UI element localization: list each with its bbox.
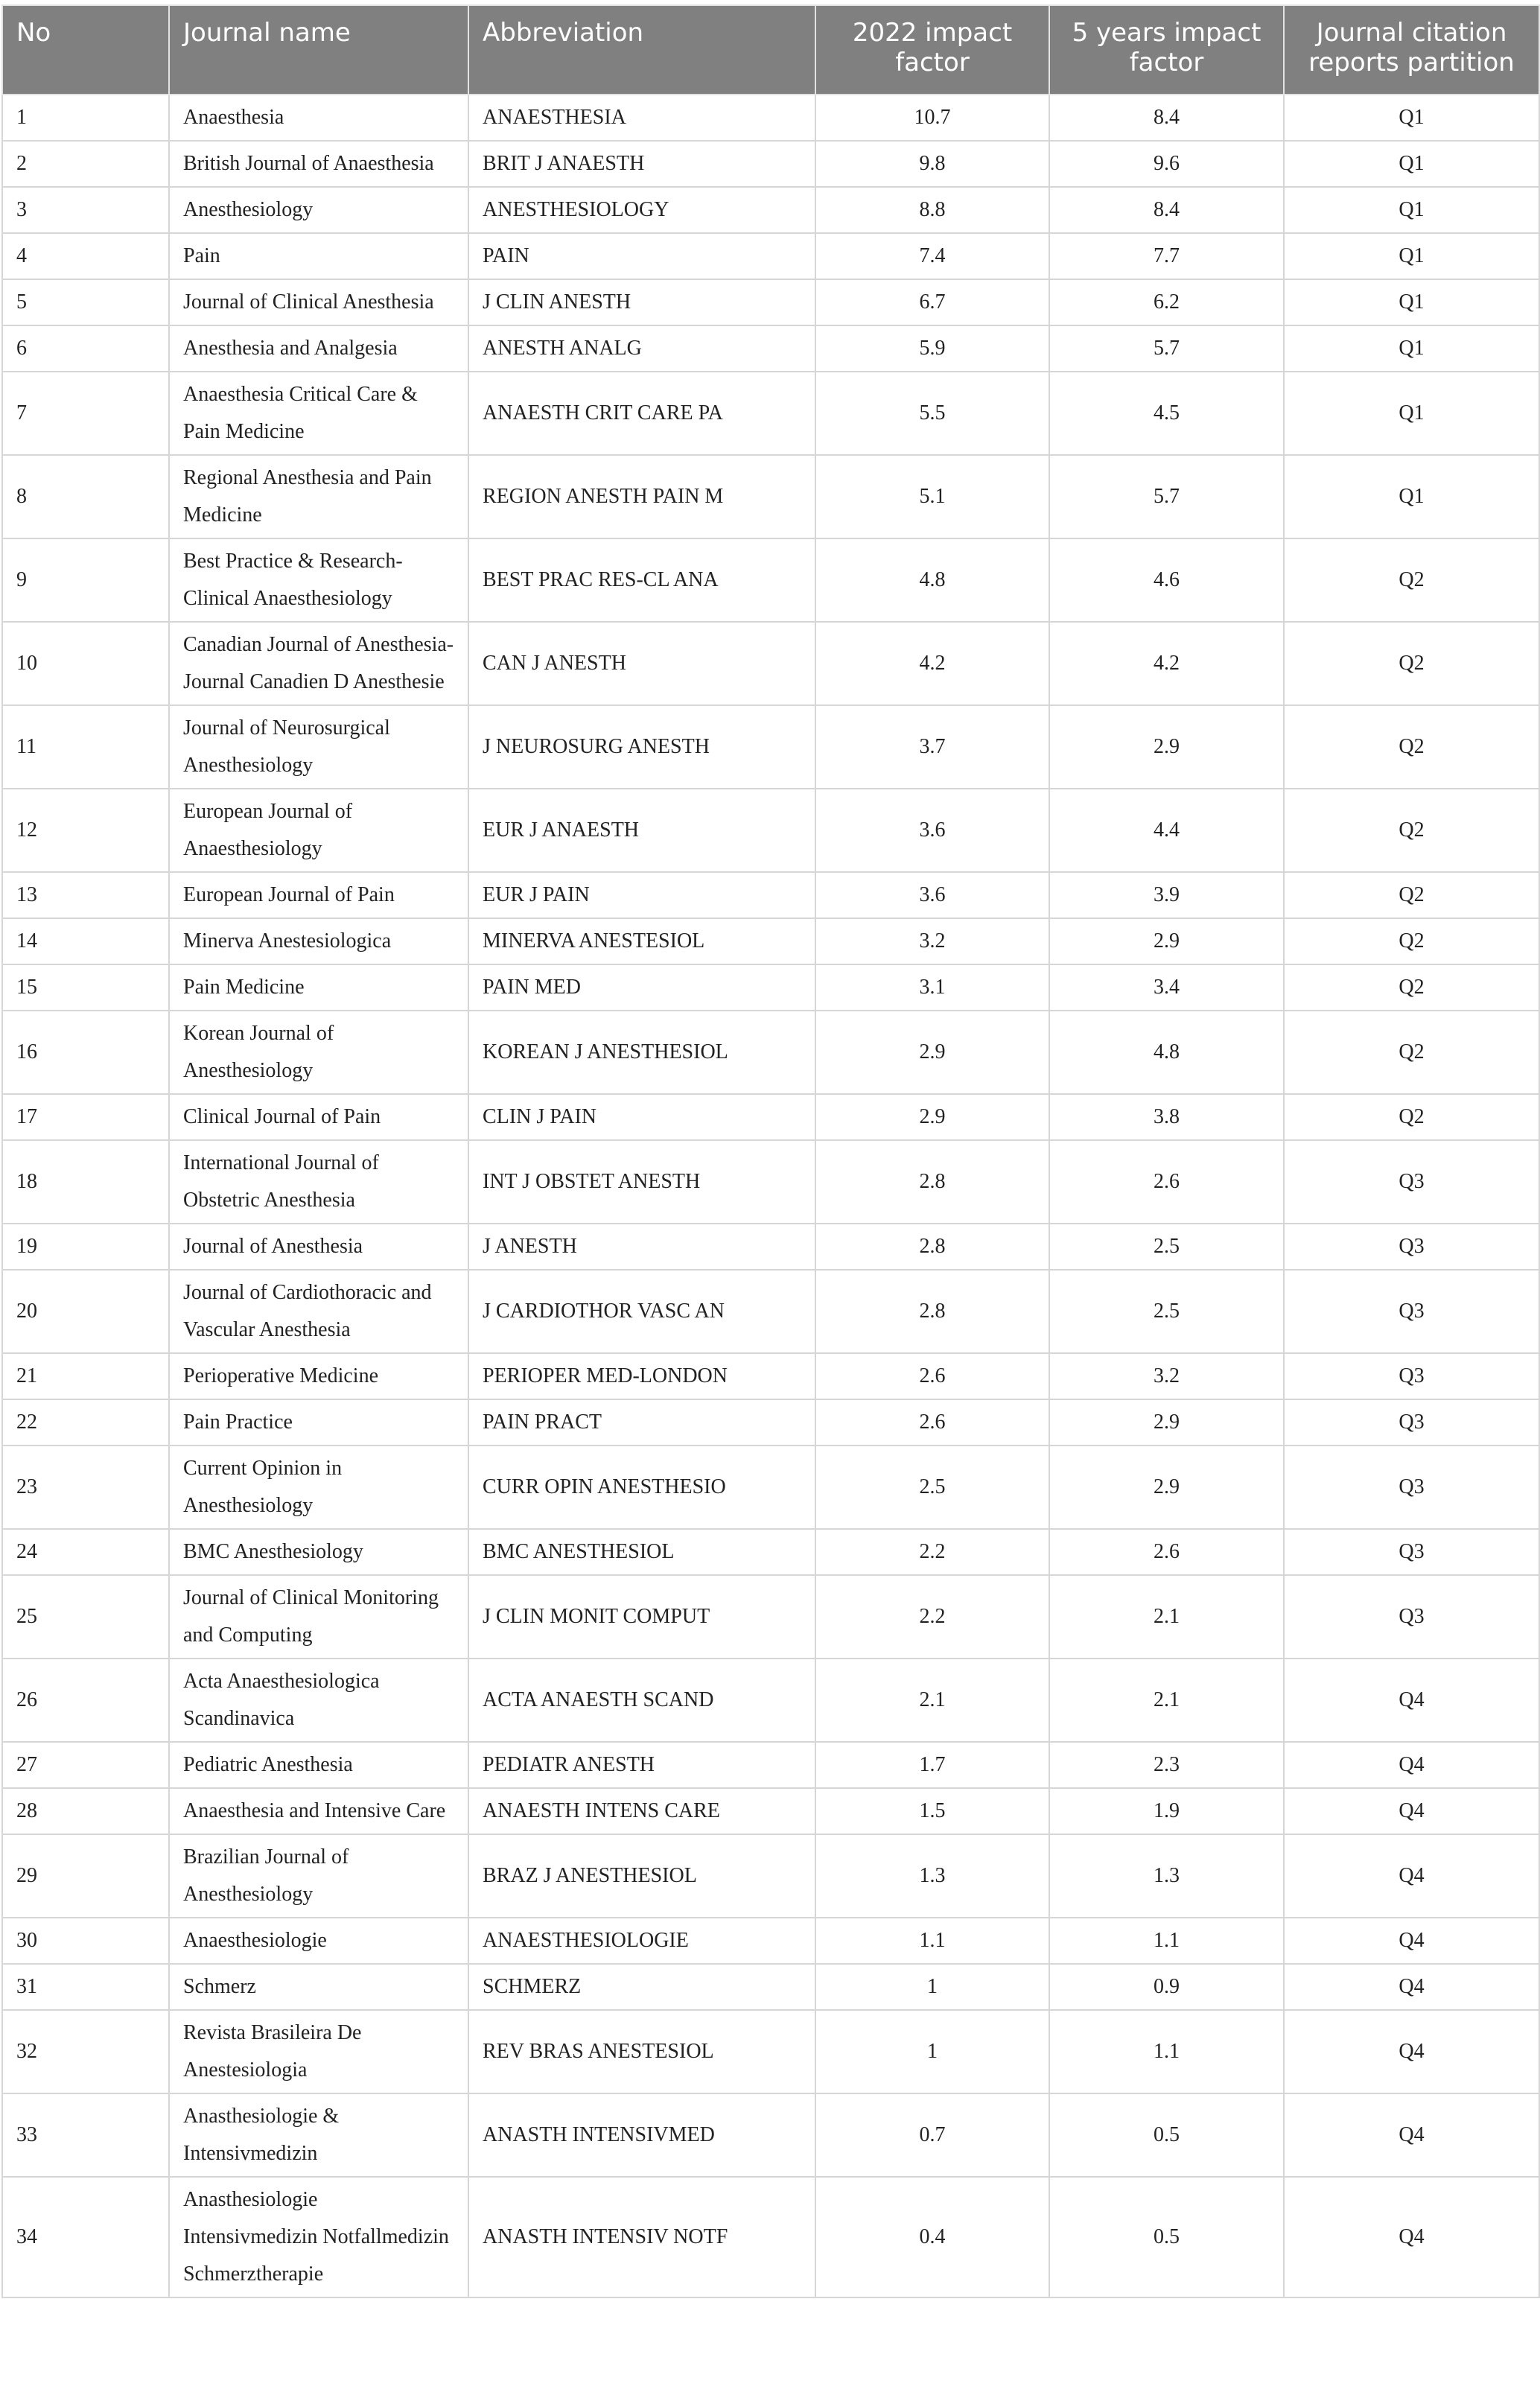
cell-no: 26 (2, 1659, 169, 1742)
cell-abbreviation: KOREAN J ANESTHESIOL (468, 1011, 815, 1094)
cell-journal-name: Anaesthesiologie (169, 1918, 468, 1964)
table-row (2, 1011, 1539, 1094)
cell-journal-name: Korean Journal of Anesthesiology (169, 1011, 468, 1094)
cell-partition: Q4 (1284, 2093, 1539, 2177)
cell-journal-name: Minerva Anestesiologica (169, 918, 468, 964)
cell-journal-name: Anaesthesia (169, 95, 468, 141)
cell-abbreviation: ANASTH INTENSIV NOTF (468, 2177, 815, 2297)
cell-5-years-impact-factor: 2.9 (1049, 918, 1284, 964)
cell-2022-impact-factor: 1.3 (815, 1834, 1049, 1918)
cell-2022-impact-factor: 7.4 (815, 233, 1049, 279)
cell-abbreviation: ACTA ANAESTH SCAND (468, 1659, 815, 1742)
cell-5-years-impact-factor: 8.4 (1049, 187, 1284, 233)
cell-5-years-impact-factor: 2.9 (1049, 705, 1284, 789)
cell-2022-impact-factor: 2.1 (815, 1659, 1049, 1742)
table-row (2, 1529, 1539, 1575)
journal-table (1, 4, 1540, 2298)
cell-no: 4 (2, 233, 169, 279)
cell-no: 11 (2, 705, 169, 789)
table-row (2, 622, 1539, 705)
cell-5-years-impact-factor: 3.8 (1049, 1094, 1284, 1140)
cell-5-years-impact-factor: 0.5 (1049, 2177, 1284, 2297)
cell-2022-impact-factor: 1 (815, 2010, 1049, 2093)
header-2022-impact-factor: 2022 impact factor (815, 5, 1049, 95)
cell-abbreviation: PAIN (468, 233, 815, 279)
cell-5-years-impact-factor: 2.6 (1049, 1529, 1284, 1575)
cell-5-years-impact-factor: 2.9 (1049, 1446, 1284, 1529)
cell-no: 5 (2, 279, 169, 325)
table-row (2, 1742, 1539, 1788)
table-row (2, 705, 1539, 789)
cell-2022-impact-factor: 3.2 (815, 918, 1049, 964)
cell-2022-impact-factor: 2.8 (815, 1140, 1049, 1224)
cell-2022-impact-factor: 3.1 (815, 964, 1049, 1011)
cell-5-years-impact-factor: 2.6 (1049, 1140, 1284, 1224)
cell-partition: Q4 (1284, 2177, 1539, 2297)
cell-5-years-impact-factor: 3.2 (1049, 1353, 1284, 1399)
cell-no: 25 (2, 1575, 169, 1659)
cell-journal-name: British Journal of Anaesthesia (169, 141, 468, 187)
cell-2022-impact-factor: 1.1 (815, 1918, 1049, 1964)
cell-2022-impact-factor: 2.2 (815, 1529, 1049, 1575)
cell-partition: Q4 (1284, 2010, 1539, 2093)
cell-no: 8 (2, 455, 169, 538)
cell-2022-impact-factor: 2.8 (815, 1270, 1049, 1353)
cell-5-years-impact-factor: 2.3 (1049, 1742, 1284, 1788)
cell-partition: Q3 (1284, 1399, 1539, 1446)
cell-journal-name: Anasthesiologie & Intensivmedizin (169, 2093, 468, 2177)
cell-no: 16 (2, 1011, 169, 1094)
cell-journal-name: Current Opinion in Anesthesiology (169, 1446, 468, 1529)
cell-5-years-impact-factor: 1.3 (1049, 1834, 1284, 1918)
cell-abbreviation: ANAESTHESIA (468, 95, 815, 141)
cell-partition: Q4 (1284, 1742, 1539, 1788)
cell-journal-name: Brazilian Journal of Anesthesiology (169, 1834, 468, 1918)
cell-abbreviation: ANASTH INTENSIVMED (468, 2093, 815, 2177)
cell-partition: Q3 (1284, 1529, 1539, 1575)
cell-2022-impact-factor: 5.5 (815, 372, 1049, 455)
header-jcr-partition: Journal citation reports partition (1284, 5, 1539, 95)
cell-2022-impact-factor: 2.9 (815, 1094, 1049, 1140)
cell-no: 31 (2, 1964, 169, 2010)
cell-journal-name: European Journal of Pain (169, 872, 468, 918)
header-5-years-impact-factor: 5 years impact factor (1049, 5, 1284, 95)
cell-no: 21 (2, 1353, 169, 1399)
cell-journal-name: Pain Practice (169, 1399, 468, 1446)
cell-abbreviation: PERIOPER MED-LONDON (468, 1353, 815, 1399)
cell-2022-impact-factor: 2.6 (815, 1353, 1049, 1399)
table-row (2, 1094, 1539, 1140)
cell-partition: Q2 (1284, 538, 1539, 622)
cell-2022-impact-factor: 2.9 (815, 1011, 1049, 1094)
cell-abbreviation: BRIT J ANAESTH (468, 141, 815, 187)
cell-2022-impact-factor: 2.6 (815, 1399, 1049, 1446)
cell-partition: Q3 (1284, 1270, 1539, 1353)
cell-partition: Q4 (1284, 1659, 1539, 1742)
table-row (2, 325, 1539, 372)
table-row (2, 1140, 1539, 1224)
cell-5-years-impact-factor: 8.4 (1049, 95, 1284, 141)
table-header (2, 5, 1539, 95)
cell-journal-name: Pain (169, 233, 468, 279)
cell-abbreviation: ANESTH ANALG (468, 325, 815, 372)
cell-5-years-impact-factor: 1.9 (1049, 1788, 1284, 1834)
cell-journal-name: International Journal of Obstetric Anesthesia (169, 1140, 468, 1224)
cell-2022-impact-factor: 2.5 (815, 1446, 1049, 1529)
table-row (2, 1575, 1539, 1659)
cell-abbreviation: CAN J ANESTH (468, 622, 815, 705)
cell-journal-name: BMC Anesthesiology (169, 1529, 468, 1575)
cell-no: 10 (2, 622, 169, 705)
cell-5-years-impact-factor: 2.1 (1049, 1575, 1284, 1659)
table-row (2, 789, 1539, 872)
cell-no: 13 (2, 872, 169, 918)
cell-journal-name: Journal of Cardiothoracic and Vascular Anesthesia (169, 1270, 468, 1353)
cell-2022-impact-factor: 6.7 (815, 279, 1049, 325)
cell-partition: Q1 (1284, 233, 1539, 279)
cell-journal-name: Clinical Journal of Pain (169, 1094, 468, 1140)
cell-no: 7 (2, 372, 169, 455)
cell-partition: Q2 (1284, 789, 1539, 872)
cell-no: 12 (2, 789, 169, 872)
table-row (2, 872, 1539, 918)
cell-5-years-impact-factor: 5.7 (1049, 455, 1284, 538)
cell-2022-impact-factor: 2.8 (815, 1224, 1049, 1270)
cell-partition: Q2 (1284, 918, 1539, 964)
cell-abbreviation: PAIN PRACT (468, 1399, 815, 1446)
cell-partition: Q1 (1284, 279, 1539, 325)
cell-no: 34 (2, 2177, 169, 2297)
cell-abbreviation: J CLIN ANESTH (468, 279, 815, 325)
table-row (2, 455, 1539, 538)
cell-2022-impact-factor: 3.6 (815, 789, 1049, 872)
cell-journal-name: Journal of Clinical Anesthesia (169, 279, 468, 325)
table-row (2, 1659, 1539, 1742)
cell-5-years-impact-factor: 4.4 (1049, 789, 1284, 872)
cell-journal-name: Anesthesiology (169, 187, 468, 233)
header-abbreviation: Abbreviation (468, 5, 815, 95)
cell-abbreviation: ANAESTHESIOLOGIE (468, 1918, 815, 1964)
table-row (2, 964, 1539, 1011)
cell-2022-impact-factor: 2.2 (815, 1575, 1049, 1659)
cell-partition: Q3 (1284, 1446, 1539, 1529)
cell-partition: Q2 (1284, 872, 1539, 918)
cell-journal-name: Acta Anaesthesiologica Scandinavica (169, 1659, 468, 1742)
cell-5-years-impact-factor: 9.6 (1049, 141, 1284, 187)
table-row (2, 1788, 1539, 1834)
cell-journal-name: Schmerz (169, 1964, 468, 2010)
cell-2022-impact-factor: 0.4 (815, 2177, 1049, 2297)
table-row (2, 1446, 1539, 1529)
cell-partition: Q3 (1284, 1140, 1539, 1224)
cell-partition: Q4 (1284, 1788, 1539, 1834)
cell-abbreviation: J CARDIOTHOR VASC AN (468, 1270, 815, 1353)
table-row (2, 279, 1539, 325)
cell-no: 29 (2, 1834, 169, 1918)
cell-5-years-impact-factor: 0.9 (1049, 1964, 1284, 2010)
table-row (2, 1964, 1539, 2010)
cell-2022-impact-factor: 1.5 (815, 1788, 1049, 1834)
cell-journal-name: Regional Anesthesia and Pain Medicine (169, 455, 468, 538)
cell-5-years-impact-factor: 2.5 (1049, 1224, 1284, 1270)
cell-journal-name: Best Practice & Research-Clinical Anaesthesiology (169, 538, 468, 622)
cell-no: 28 (2, 1788, 169, 1834)
cell-2022-impact-factor: 5.9 (815, 325, 1049, 372)
cell-partition: Q3 (1284, 1224, 1539, 1270)
cell-no: 9 (2, 538, 169, 622)
cell-partition: Q2 (1284, 622, 1539, 705)
cell-journal-name: Anaesthesia Critical Care & Pain Medicine (169, 372, 468, 455)
cell-journal-name: Pediatric Anesthesia (169, 1742, 468, 1788)
cell-abbreviation: CLIN J PAIN (468, 1094, 815, 1140)
cell-journal-name: Perioperative Medicine (169, 1353, 468, 1399)
cell-5-years-impact-factor: 5.7 (1049, 325, 1284, 372)
cell-abbreviation: J CLIN MONIT COMPUT (468, 1575, 815, 1659)
cell-5-years-impact-factor: 6.2 (1049, 279, 1284, 325)
cell-5-years-impact-factor: 2.9 (1049, 1399, 1284, 1446)
cell-abbreviation: PAIN MED (468, 964, 815, 1011)
cell-no: 17 (2, 1094, 169, 1140)
cell-partition: Q3 (1284, 1575, 1539, 1659)
cell-2022-impact-factor: 8.8 (815, 187, 1049, 233)
cell-5-years-impact-factor: 2.1 (1049, 1659, 1284, 1742)
cell-journal-name: Journal of Neurosurgical Anesthesiology (169, 705, 468, 789)
table-row (2, 918, 1539, 964)
cell-partition: Q2 (1284, 1011, 1539, 1094)
cell-abbreviation: J NEUROSURG ANESTH (468, 705, 815, 789)
table-row (2, 1399, 1539, 1446)
cell-2022-impact-factor: 3.7 (815, 705, 1049, 789)
cell-journal-name: Anesthesia and Analgesia (169, 325, 468, 372)
cell-5-years-impact-factor: 1.1 (1049, 1918, 1284, 1964)
cell-2022-impact-factor: 9.8 (815, 141, 1049, 187)
table-row (2, 2010, 1539, 2093)
cell-abbreviation: J ANESTH (468, 1224, 815, 1270)
table-row (2, 187, 1539, 233)
cell-abbreviation: PEDIATR ANESTH (468, 1742, 815, 1788)
cell-journal-name: Anaesthesia and Intensive Care (169, 1788, 468, 1834)
table-row (2, 1270, 1539, 1353)
table-row (2, 2093, 1539, 2177)
cell-no: 22 (2, 1399, 169, 1446)
cell-partition: Q4 (1284, 1918, 1539, 1964)
table-row (2, 372, 1539, 455)
cell-2022-impact-factor: 4.2 (815, 622, 1049, 705)
cell-no: 2 (2, 141, 169, 187)
cell-abbreviation: BEST PRAC RES-CL ANA (468, 538, 815, 622)
header-journal-name: Journal name (169, 5, 468, 95)
cell-5-years-impact-factor: 7.7 (1049, 233, 1284, 279)
cell-5-years-impact-factor: 2.5 (1049, 1270, 1284, 1353)
cell-no: 30 (2, 1918, 169, 1964)
cell-partition: Q1 (1284, 95, 1539, 141)
cell-abbreviation: MINERVA ANESTESIOL (468, 918, 815, 964)
table-row (2, 1918, 1539, 1964)
cell-2022-impact-factor: 1.7 (815, 1742, 1049, 1788)
table-row (2, 1224, 1539, 1270)
cell-abbreviation: ANESTHESIOLOGY (468, 187, 815, 233)
cell-5-years-impact-factor: 4.2 (1049, 622, 1284, 705)
cell-partition: Q2 (1284, 1094, 1539, 1140)
cell-abbreviation: ANAESTH CRIT CARE PA (468, 372, 815, 455)
cell-abbreviation: EUR J PAIN (468, 872, 815, 918)
cell-no: 3 (2, 187, 169, 233)
cell-2022-impact-factor: 5.1 (815, 455, 1049, 538)
cell-abbreviation: CURR OPIN ANESTHESIO (468, 1446, 815, 1529)
cell-journal-name: Pain Medicine (169, 964, 468, 1011)
cell-journal-name: Journal of Anesthesia (169, 1224, 468, 1270)
cell-partition: Q4 (1284, 1964, 1539, 2010)
cell-no: 6 (2, 325, 169, 372)
cell-abbreviation: BMC ANESTHESIOL (468, 1529, 815, 1575)
cell-5-years-impact-factor: 0.5 (1049, 2093, 1284, 2177)
cell-5-years-impact-factor: 4.5 (1049, 372, 1284, 455)
cell-abbreviation: BRAZ J ANESTHESIOL (468, 1834, 815, 1918)
cell-partition: Q1 (1284, 455, 1539, 538)
cell-no: 20 (2, 1270, 169, 1353)
table-row (2, 141, 1539, 187)
cell-no: 19 (2, 1224, 169, 1270)
cell-partition: Q2 (1284, 705, 1539, 789)
cell-partition: Q3 (1284, 1353, 1539, 1399)
header-row (2, 5, 1539, 95)
cell-2022-impact-factor: 3.6 (815, 872, 1049, 918)
cell-no: 23 (2, 1446, 169, 1529)
cell-5-years-impact-factor: 4.8 (1049, 1011, 1284, 1094)
table-row (2, 1353, 1539, 1399)
cell-journal-name: Revista Brasileira De Anestesiologia (169, 2010, 468, 2093)
cell-partition: Q1 (1284, 187, 1539, 233)
header-no: No (2, 5, 169, 95)
table-body (2, 95, 1539, 2297)
cell-journal-name: Canadian Journal of Anesthesia-Journal Canadien D Anesthesie (169, 622, 468, 705)
cell-partition: Q2 (1284, 964, 1539, 1011)
cell-no: 27 (2, 1742, 169, 1788)
table-row (2, 2177, 1539, 2297)
cell-partition: Q1 (1284, 141, 1539, 187)
cell-no: 33 (2, 2093, 169, 2177)
cell-abbreviation: REGION ANESTH PAIN M (468, 455, 815, 538)
cell-abbreviation: REV BRAS ANESTESIOL (468, 2010, 815, 2093)
cell-no: 18 (2, 1140, 169, 1224)
cell-journal-name: Anasthesiologie Intensivmedizin Notfallmedizin Schmerztherapie (169, 2177, 468, 2297)
cell-abbreviation: SCHMERZ (468, 1964, 815, 2010)
cell-5-years-impact-factor: 4.6 (1049, 538, 1284, 622)
table-row (2, 95, 1539, 141)
cell-journal-name: Journal of Clinical Monitoring and Computing (169, 1575, 468, 1659)
cell-no: 15 (2, 964, 169, 1011)
cell-2022-impact-factor: 4.8 (815, 538, 1049, 622)
cell-abbreviation: INT J OBSTET ANESTH (468, 1140, 815, 1224)
table-row (2, 1834, 1539, 1918)
cell-2022-impact-factor: 0.7 (815, 2093, 1049, 2177)
cell-no: 24 (2, 1529, 169, 1575)
cell-2022-impact-factor: 1 (815, 1964, 1049, 2010)
cell-no: 14 (2, 918, 169, 964)
cell-2022-impact-factor: 10.7 (815, 95, 1049, 141)
cell-abbreviation: EUR J ANAESTH (468, 789, 815, 872)
cell-no: 32 (2, 2010, 169, 2093)
cell-partition: Q4 (1284, 1834, 1539, 1918)
cell-5-years-impact-factor: 1.1 (1049, 2010, 1284, 2093)
cell-partition: Q1 (1284, 372, 1539, 455)
cell-no: 1 (2, 95, 169, 141)
cell-5-years-impact-factor: 3.9 (1049, 872, 1284, 918)
cell-5-years-impact-factor: 3.4 (1049, 964, 1284, 1011)
table-row (2, 233, 1539, 279)
cell-partition: Q1 (1284, 325, 1539, 372)
cell-journal-name: European Journal of Anaesthesiology (169, 789, 468, 872)
table-row (2, 538, 1539, 622)
cell-abbreviation: ANAESTH INTENS CARE (468, 1788, 815, 1834)
